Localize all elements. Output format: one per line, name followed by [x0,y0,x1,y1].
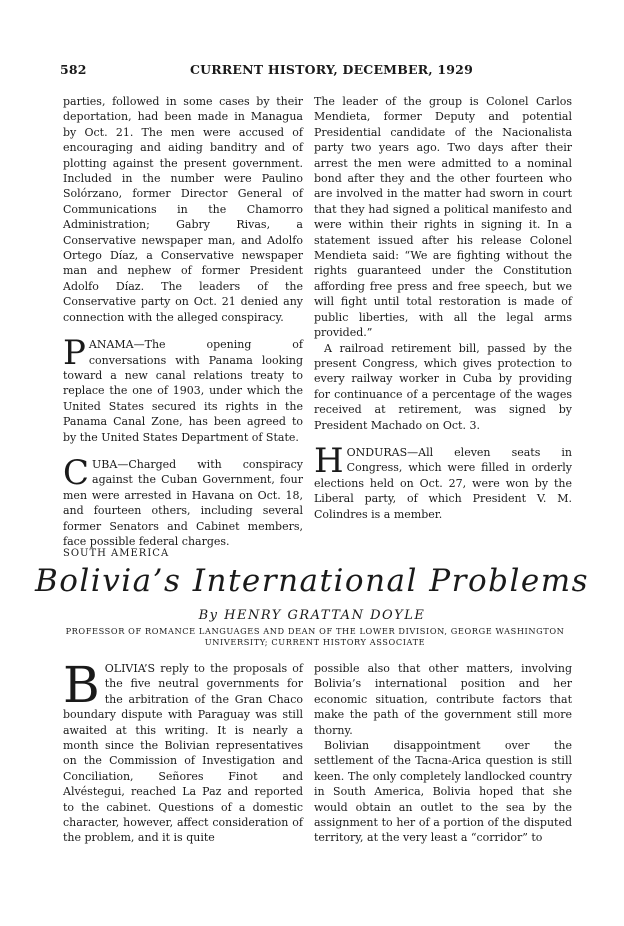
drop-cap: P [63,333,86,374]
article-right-column [314,661,572,846]
bolivia-lead-paragraph [63,656,303,846]
drop-cap: B [63,656,100,714]
article-continuation: possible also that other matters, involving Bolivia’s international position and her economic situation, contribute factors that make the path of the government still more thorny. [314,662,572,737]
byline: By HENRY GRATTAN DOYLE [198,608,426,623]
article-left-column [63,656,303,846]
honduras-text: ONDURAS—All eleven seats in Congress, which were filled in orderly elections held on Oct. 27, were won by the Liberal party, of which President V. M. Colindres is a member. [314,445,572,521]
top-left-column [63,94,303,549]
panama-paragraph [63,333,303,445]
cuba-continuation: The leader of the group is Colonel Carlos Mendieta, former Deputy and potential Presidential candidate of the Nacionalista party two years ago. Two days after their arrest the men were admitted to a nominal bond after they and the other fourteen who are involved in the matter had sworn in court that they had signed a political manifesto and were within their rights in signing it. In a statement issued after his release Colonel Mendieta said: “We are fighting without the rights guaranteed under the Constitution affording free press and free speech, but we will fight until total restoration is made of public liberties, with all the legal arms provided.” [314,95,572,340]
railroad-paragraph: A railroad retirement bill, passed by the present Congress, which gives protection to every railway worker in Cuba by providing for continuance of a percentage of the wages received at retirement, was signed by President Machado on Oct. 3. [314,341,572,432]
top-right-column [314,94,572,522]
tacna-arica-paragraph: Bolivian disappointment over the settlement of the Tacna-Arica question is still keen. The only completely landlocked country in South America, Bolivia hoped that she would obtain an outlet to the sea by the assignment to her of a portion of the disputed territory, at the very least a “corridor” to [314,739,572,845]
article-title: Bolivia’s International Problems [34,563,590,599]
drop-cap: C [63,452,90,493]
bolivia-lead-text: OLIVIA’S reply to the proposals of the five neutral governments for the arbitration of the Gran Chaco boundary dispute with Paraguay was still awaited at this writing. It is nearly a month since the Bolivian representatives on the Commission of Investigation and Conciliation, Señores Finot and Alvéstegui, reached La Paz and reported to the cabinet. Questions of a domestic character, however, affect consideration of the problem, and it is quite [63,662,303,845]
running-title: CURRENT HISTORY, DECEMBER, 1929 [190,62,473,77]
section-label: SOUTH AMERICA [63,548,170,559]
nicaragua-continuation: parties, followed in some cases by their deportation, had been made in Managua by Oct. 21. The men were accused of encouraging and aiding banditry and of plotting against the present government. Included in the number were Paulino Solórzano, former Director General of Communications in the Chamorro Administration; Gabry Rivas, a Conservative newspaper man, and Adolfo Ortego Díaz, a Conservative newspaper man and nephew of former President Adolfo Díaz. The leaders of the Conservative party on Oct. 21 denied any connection with the alleged conspiracy. [63,95,303,324]
panama-text: ANAMA—The opening of conversations with Panama looking toward a new canal relations treaty to replace the one of 1903, under which the United States secured its rights in the Panama Canal Zone, has been agreed to by the United States Department of State. [63,338,303,444]
cuba-paragraph [63,452,303,549]
author-affiliation: PROFESSOR OF ROMANCE LANGUAGES AND DEAN OF THE LOWER DIVISION, GEORGE WASHINGTON UNIVERSITY; CURRENT HISTORY ASSOCIATE [65,626,565,647]
running-header [60,62,578,80]
drop-cap: H [314,440,344,481]
page-number: 582 [60,62,87,77]
cuba-text: UBA—Charged with conspiracy against the Cuban Government, four men were arrested in Havana on Oct. 18, and fourteen others, including several former Senators and Cabinet members, face possible federal charges. [63,457,303,548]
honduras-paragraph [314,440,572,522]
